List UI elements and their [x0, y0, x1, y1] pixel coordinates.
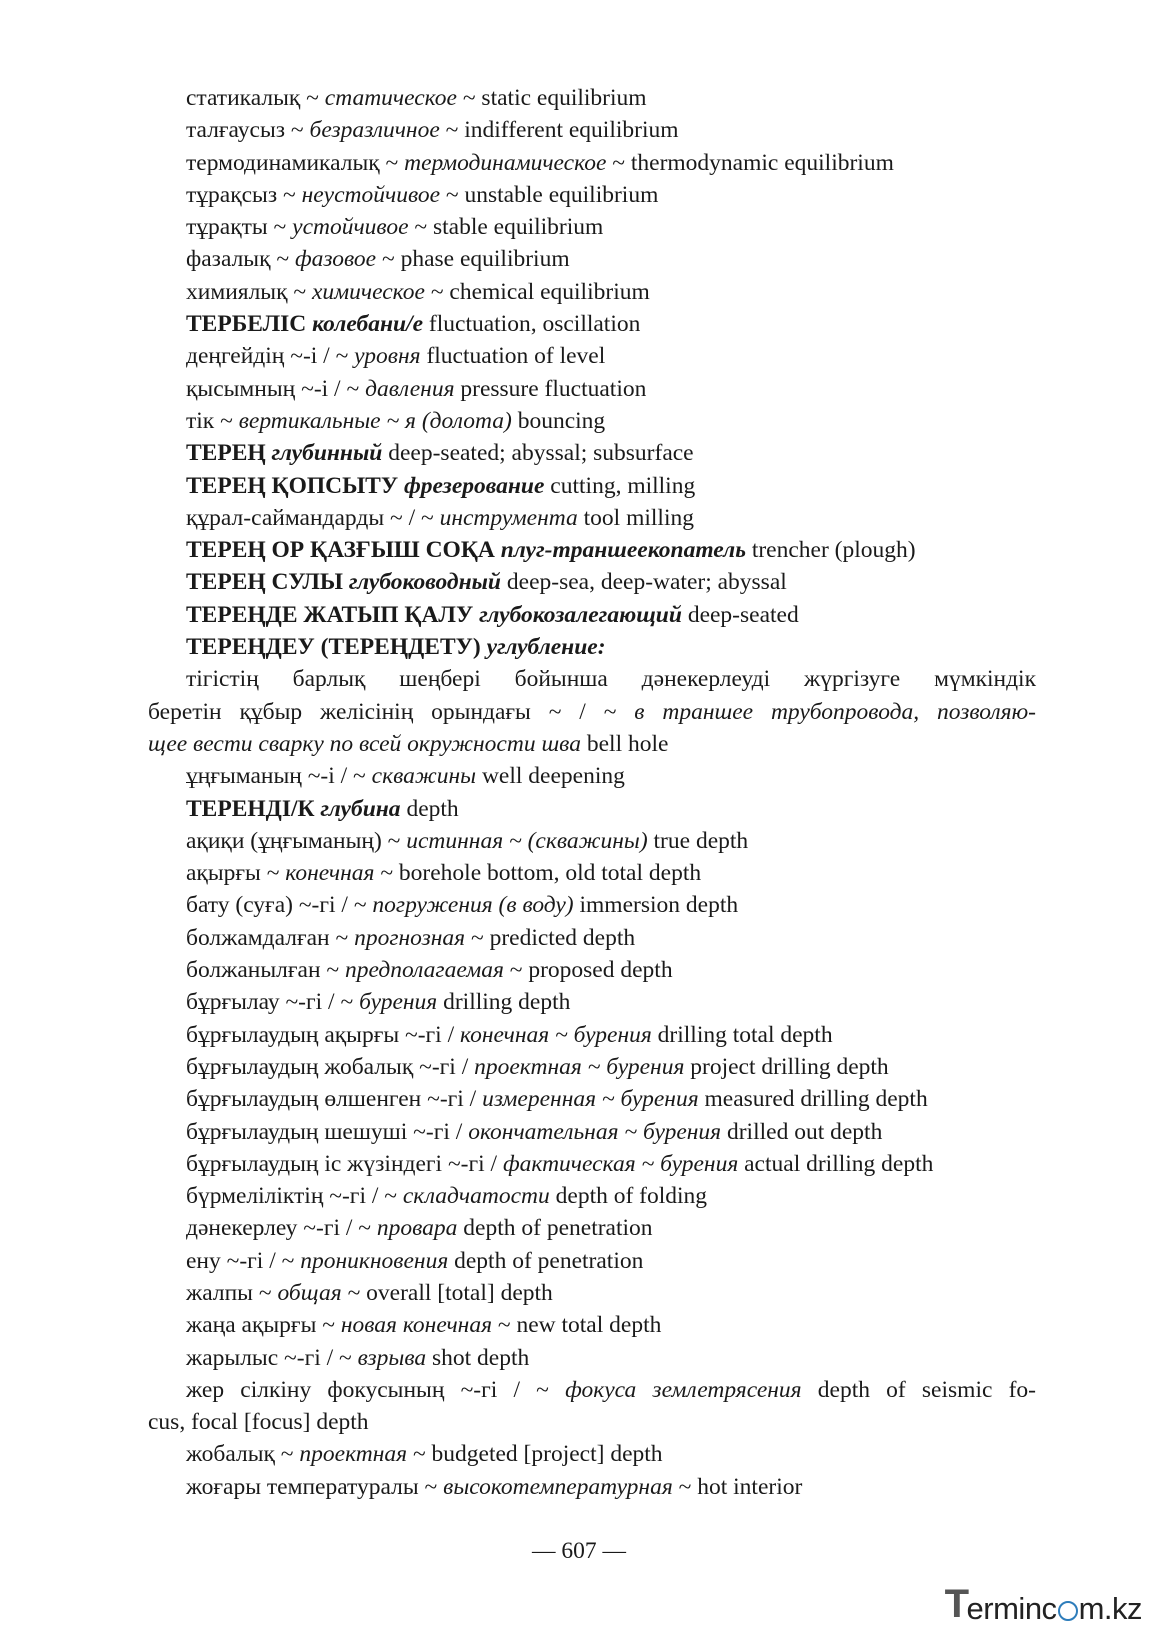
term-text: ~ new total depth [492, 1312, 662, 1339]
dictionary-line [148, 340, 1036, 372]
logo-ring-icon [1058, 1601, 1078, 1621]
dictionary-line [148, 857, 1036, 889]
kazakh-headword: ТЕРЕҢ СУЛЫ [186, 569, 349, 596]
dictionary-line [148, 82, 1036, 114]
term-text: жобалық ~ [186, 1441, 300, 1468]
dictionary-line [148, 1212, 1036, 1244]
russian-term: фазовое [294, 246, 377, 273]
dictionary-line [148, 1406, 1036, 1438]
dictionary-line [148, 954, 1036, 986]
russian-term: проектная [299, 1441, 408, 1468]
dictionary-page-body [148, 82, 1036, 1503]
russian-term: скважины [371, 763, 477, 790]
kazakh-headword: ТЕРЕҢ ОР ҚАЗҒЫШ СОҚА [186, 537, 501, 564]
term-text: бұрғылаудың шешуші ~-гі / [186, 1118, 469, 1145]
term-text: бұрғылаудың іс жүзіндегі ~-гі / [186, 1150, 503, 1177]
term-text: drilling depth [437, 989, 571, 1016]
russian-headword: углубление: [486, 634, 606, 661]
term-text: болжанылған ~ [186, 957, 345, 984]
russian-term: фокуса землетрясения [565, 1376, 802, 1403]
term-text: true depth [647, 827, 749, 854]
kazakh-headword: ТЕРБЕЛІС [186, 311, 313, 338]
term-text: depth [400, 795, 459, 822]
term-text: depth of folding [549, 1183, 708, 1210]
term-text: ақиқи (ұңғыманың) ~ [186, 827, 407, 854]
term-text: drilled out depth [721, 1118, 883, 1145]
russian-term: в траншее трубопровода, позволяю- [634, 698, 1036, 725]
dictionary-line [148, 276, 1036, 308]
dictionary-line [148, 1342, 1036, 1374]
term-text: ~ stable equilibrium [408, 214, 604, 241]
term-text: талғаусыз ~ [186, 117, 310, 144]
russian-term: фактическая ~ бурения [502, 1150, 739, 1177]
term-text: ~ predicted depth [465, 924, 636, 951]
dictionary-line [148, 1019, 1036, 1051]
russian-term: давления [365, 375, 455, 402]
russian-term: конечная ~ бурения [460, 1021, 652, 1048]
term-text: ұңғыманың ~-і / ~ [186, 763, 372, 790]
russian-term: неустойчивое [301, 181, 441, 208]
dictionary-line [148, 114, 1036, 146]
term-text: ~ borehole bottom, old total depth [374, 860, 702, 887]
term-text: статикалық ~ [186, 85, 325, 111]
dictionary-line [148, 1083, 1036, 1115]
russian-term: прогнозная [354, 924, 466, 951]
term-text: fluctuation of level [420, 343, 606, 370]
term-text: жоғары температуралы ~ [186, 1473, 444, 1500]
russian-headword: глубинный [271, 440, 383, 467]
russian-term: конечная [285, 860, 375, 887]
kazakh-headword: ТЕРЕҢ [186, 440, 272, 467]
term-text: құрал-саймандарды ~ / ~ [186, 504, 440, 531]
dictionary-line [148, 631, 1036, 663]
russian-term: щее вести сварку по всей окружности шва [148, 730, 581, 757]
dictionary-line [148, 147, 1036, 179]
russian-term: предполагаемая [345, 957, 504, 984]
term-text: термодинамикалық ~ [186, 149, 405, 176]
term-text: cutting, milling [544, 472, 696, 499]
dictionary-line [148, 308, 1036, 340]
dictionary-line [148, 825, 1036, 857]
term-text: ~ indifferent equilibrium [439, 117, 679, 144]
dictionary-line [148, 1180, 1036, 1212]
dictionary-line [148, 599, 1036, 631]
russian-headword: глубокозалегающий [479, 601, 682, 628]
dictionary-line [148, 696, 1036, 728]
dictionary-line [148, 405, 1036, 437]
term-text: тігістің барлық шеңбері бойынша дәнекерлеуді жүргізуге мүмкіндік [186, 666, 1036, 693]
dictionary-line [148, 922, 1036, 954]
dictionary-line [148, 1471, 1036, 1503]
term-text: бұрғылаудың ақырғы ~-гі / [186, 1021, 460, 1048]
term-text: тұрақты ~ [186, 214, 293, 241]
term-text: drilling total depth [651, 1021, 833, 1048]
term-text: ~ thermodynamic equilibrium [606, 149, 894, 176]
dictionary-line [148, 1148, 1036, 1180]
dictionary-line [148, 1374, 1036, 1406]
term-text: ~ hot interior [672, 1473, 803, 1500]
dictionary-line [148, 760, 1036, 792]
russian-term: проникновения [300, 1247, 449, 1274]
kazakh-headword: ТЕРЕҢДЕУ (ТЕРЕҢДЕТУ) [186, 634, 487, 661]
dictionary-line [148, 1438, 1036, 1470]
russian-term: уровня [354, 343, 421, 370]
term-text: бүрмеліліктің ~-гі / ~ [186, 1183, 403, 1210]
kazakh-headword: ТЕРЕНДІ/К [186, 795, 321, 822]
dictionary-line [148, 534, 1036, 566]
page-number: — 607 — [532, 1538, 626, 1564]
term-text: ақырғы ~ [186, 860, 286, 887]
russian-term: общая [277, 1279, 342, 1306]
kazakh-headword: ТЕРЕҢДЕ ЖАТЫП ҚАЛУ [186, 601, 480, 628]
terminkom-logo [945, 1583, 1142, 1627]
russian-term: статическое [324, 85, 457, 111]
term-text: immersion depth [573, 892, 739, 919]
dictionary-line [148, 470, 1036, 502]
dictionary-line [148, 243, 1036, 275]
dictionary-line [148, 793, 1036, 825]
term-text: bouncing [511, 407, 606, 434]
russian-headword: глубоководный [348, 569, 502, 596]
term-text: деңгейдің ~-і / ~ [186, 343, 355, 370]
term-text: жер сілкіну фокусының ~-гі / ~ [186, 1376, 566, 1403]
russian-term: истинная ~ (скважины) [406, 827, 648, 854]
dictionary-line [148, 437, 1036, 469]
russian-term: погружения (в воду) [372, 892, 574, 919]
dictionary-line [148, 566, 1036, 598]
dictionary-line [148, 986, 1036, 1018]
term-text: фазалық ~ [186, 246, 295, 273]
dictionary-line [148, 1277, 1036, 1309]
russian-term: измеренная ~ бурения [482, 1086, 699, 1113]
term-text: trencher (plough) [745, 537, 916, 564]
term-text: жарылыс ~-гі / ~ [186, 1344, 358, 1371]
dictionary-line [148, 1309, 1036, 1341]
logo-text-end: m.kz [1078, 1591, 1142, 1626]
term-text: ~ budgeted [project] depth [407, 1441, 663, 1468]
russian-term: взрыва [357, 1344, 427, 1371]
russian-term: безразличное [309, 117, 440, 144]
term-text: болжамдалған ~ [186, 924, 355, 951]
term-text: measured drilling depth [698, 1086, 928, 1113]
term-text: ~ overall [total] depth [341, 1279, 553, 1306]
term-text: tool milling [577, 504, 694, 531]
term-text: беретін құбыр желісінің орындағы ~ / ~ [148, 698, 635, 725]
term-text: бұрғылаудың өлшенген ~-гі / [186, 1086, 483, 1113]
russian-term: провара [376, 1215, 458, 1242]
dictionary-line [148, 1051, 1036, 1083]
term-text: shot depth [426, 1344, 530, 1371]
russian-headword: колебани/е [312, 311, 424, 338]
term-text: бату (суға) ~-гі / ~ [186, 892, 373, 919]
term-text: depth of penetration [448, 1247, 644, 1274]
russian-headword: глубина [320, 795, 401, 822]
term-text: химиялық ~ [186, 278, 312, 305]
russian-term: бурения [359, 989, 438, 1016]
logo-initial: T [944, 1582, 969, 1626]
term-text: бұрғылау ~-гі / ~ [186, 989, 360, 1016]
term-text: ~ static equilibrium [456, 85, 647, 111]
term-text: жаңа ақырғы ~ [186, 1312, 341, 1339]
term-text: cus, focal [focus] depth [148, 1409, 369, 1436]
term-text: ~ chemical equilibrium [424, 278, 650, 305]
russian-term: термодинамическое [404, 149, 607, 176]
russian-headword: фрезерование [403, 472, 545, 499]
dictionary-line [148, 1245, 1036, 1277]
dictionary-line [148, 211, 1036, 243]
term-text: ~ phase equilibrium [376, 246, 570, 273]
term-text: дәнекерлеу ~-гі / ~ [186, 1215, 377, 1242]
term-text: deep-seated; abyssal; subsurface [382, 440, 694, 467]
kazakh-headword: ТЕРЕҢ ҚОПСЫТУ [186, 472, 404, 499]
russian-term: высокотемпературная [443, 1473, 673, 1500]
dictionary-line [148, 889, 1036, 921]
term-text: depth of penetration [457, 1215, 653, 1242]
dictionary-line [148, 663, 1036, 695]
term-text: тұрақсыз ~ [186, 181, 302, 208]
term-text: бұрғылаудың жобалық ~-гі / [186, 1053, 475, 1080]
russian-term: складчатости [402, 1183, 550, 1210]
term-text: ену ~-гі / ~ [186, 1247, 301, 1274]
term-text: deep-seated [681, 601, 799, 628]
term-text: well deepening [476, 763, 625, 790]
term-text: ~ proposed depth [503, 957, 673, 984]
term-text: қысымның ~-і / ~ [186, 375, 366, 402]
logo-text-start: erminc [966, 1591, 1057, 1626]
russian-headword: плуг-траншеекопатель [500, 537, 746, 564]
russian-term: инструмента [439, 504, 578, 531]
term-text: ~ unstable equilibrium [440, 181, 659, 208]
term-text: bell hole [580, 730, 669, 757]
russian-term: новая конечная [340, 1312, 492, 1339]
russian-term: химическое [311, 278, 425, 305]
dictionary-line [148, 502, 1036, 534]
dictionary-line [148, 1116, 1036, 1148]
term-text: жалпы ~ [186, 1279, 278, 1306]
term-text: actual drilling depth [738, 1150, 934, 1177]
term-text: depth of seismic fo- [801, 1376, 1036, 1403]
russian-term: окончательная ~ бурения [468, 1118, 722, 1145]
term-text: fluctuation, oscillation [423, 311, 641, 338]
dictionary-line [148, 373, 1036, 405]
term-text: pressure fluctuation [454, 375, 647, 402]
term-text: project drilling depth [684, 1053, 889, 1080]
term-text: deep-sea, deep-water; abyssal [501, 569, 787, 596]
russian-term: устойчивое [292, 214, 409, 241]
term-text: тік ~ [186, 407, 239, 434]
dictionary-line [148, 179, 1036, 211]
russian-term: вертикальные ~ я (долота) [238, 407, 512, 434]
russian-term: проектная ~ бурения [474, 1053, 685, 1080]
dictionary-line [148, 728, 1036, 760]
